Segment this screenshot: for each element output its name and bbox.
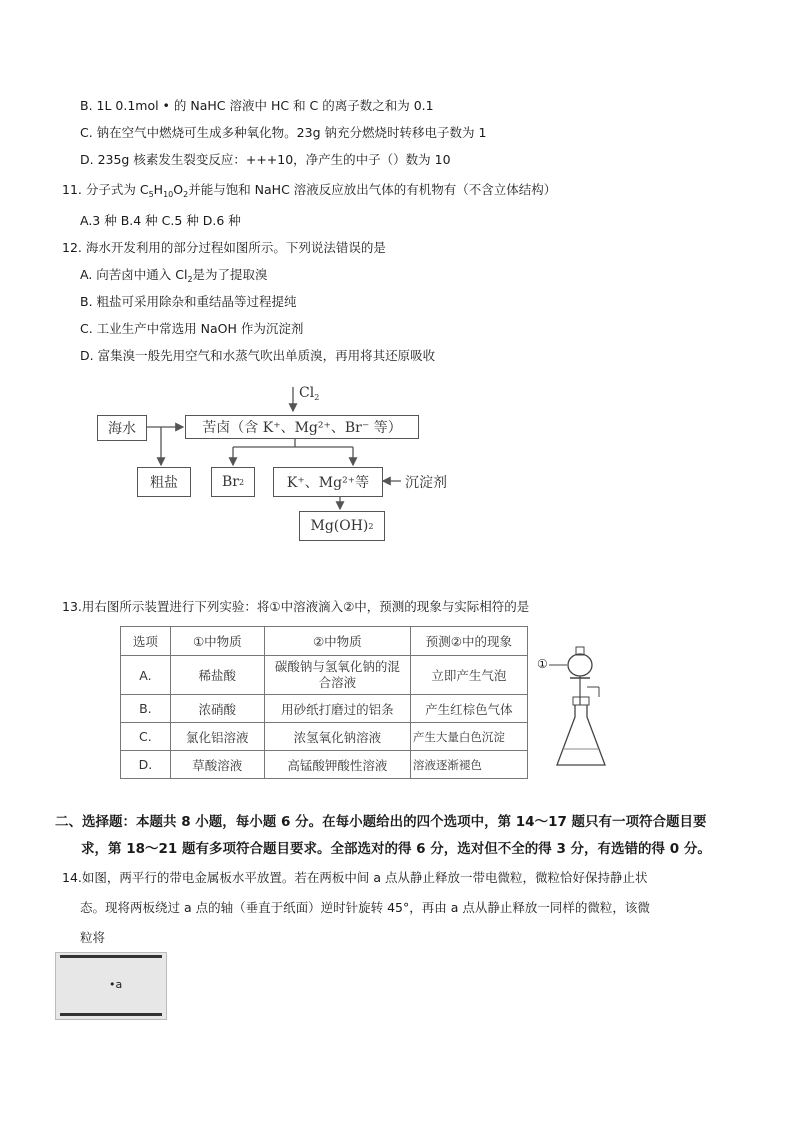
k-mg-box: K⁺、Mg²⁺等 <box>273 467 383 497</box>
experiment-table <box>120 626 528 779</box>
table-row <box>121 695 528 723</box>
q13-stem: 13.用右图所示装置进行下列实验：将①中溶液滴入②中，预测的现象与实际相符的是 <box>62 599 530 614</box>
parallel-plates-figure <box>55 952 167 1020</box>
brine-box: 苦卤（含 K⁺、Mg²⁺、Br⁻ 等） <box>185 415 419 439</box>
seawater-flow-diagram <box>95 385 475 545</box>
table-cell: 高锰酸钾酸性溶液 <box>264 751 410 779</box>
table-cell: A. <box>121 656 171 695</box>
table-cell <box>264 656 410 695</box>
table-cell: C. <box>121 723 171 751</box>
mgoh2-box: Mg(OH) 2 <box>299 511 385 541</box>
section2-heading-line2: 求，第 18～21 题有多项符合题目要求。全部选对的得 6 分，选对但不全的得 3 分，有选错的得 0 分。 <box>81 841 711 857</box>
flask-funnel-icon <box>535 635 620 775</box>
bottom-plate <box>60 1013 162 1016</box>
table-cell: 立即产生气泡 <box>410 656 527 695</box>
q11-stem: 11. 分子式为 $C_5H_{10}O_2$并能与饱和 NaHC 溶液反应放出气体的有机物有（不含立体结构） <box>62 182 557 199</box>
q12-option-a: A. 向苦卤中通入 $Cl_2$是为了提取溴 <box>80 267 268 284</box>
cl2-label: $Cl_2$ <box>299 385 320 402</box>
q14-line3: 粒将 <box>80 930 106 945</box>
q14-line2: 态。现将两板绕过 a 点的轴（垂直于纸面）逆时针旋转 45°，再由 a 点从静止释放一同样的微粒，该微 <box>80 900 650 915</box>
q10-option-c: C. 钠在空气中燃烧可生成多种氧化物。23g 钠充分燃烧时转移电子数为 1 <box>80 125 487 140</box>
crude-salt-box: 粗盐 <box>137 467 191 497</box>
table-cell: 草酸溶液 <box>170 751 264 779</box>
precipitant-label: 沉淀剂 <box>405 475 447 491</box>
table-row <box>121 723 528 751</box>
table-cell: 产生红棕色气体 <box>410 695 527 723</box>
table-header-row <box>121 627 528 656</box>
table-cell: 浓氢氧化钠溶液 <box>264 723 410 751</box>
q10-option-b: B. 1L 0.1mol • 的 NaHC 溶液中 HC 和 C 的离子数之和为 0.1 <box>80 98 434 113</box>
section2-heading-line1: 二、选择题：本题共 8 小题，每小题 6 分。在每小题给出的四个选项中，第 14～17 题只有一项符合题目要 <box>55 814 707 830</box>
q10-option-d: D. 235g 核素发生裂变反应：+++10，净产生的中子（）数为 10 <box>80 152 451 167</box>
table-cell: B. <box>121 695 171 723</box>
header-phenomenon: 预测②中的现象 <box>410 627 527 656</box>
q11-options: A.3 种 B.4 种 C.5 种 D.6 种 <box>80 213 241 228</box>
apparatus-label: ① <box>537 657 548 671</box>
table-cell: 稀盐酸 <box>170 656 264 695</box>
point-a-label: •a <box>109 978 123 991</box>
header-substance-2: ②中物质 <box>264 627 410 656</box>
table-cell: D. <box>121 751 171 779</box>
table-cell: 氯化铝溶液 <box>170 723 264 751</box>
br2-box: Br 2 <box>211 467 255 497</box>
cell-line: 合溶液 <box>318 675 357 690</box>
seawater-box: 海水 <box>97 415 147 441</box>
cell-line: 碳酸钠与氢氧化钠的混 <box>274 659 400 674</box>
table-cell: 浓硝酸 <box>170 695 264 723</box>
header-option: 选项 <box>121 627 171 656</box>
q12-stem: 12. 海水开发利用的部分过程如图所示。下列说法错误的是 <box>62 240 386 255</box>
q12-option-b: B. 粗盐可采用除杂和重结晶等过程提纯 <box>80 294 297 309</box>
q12-option-d: D. 富集溴一般先用空气和水蒸气吹出单质溴，再用将其还原吸收 <box>80 348 436 363</box>
header-substance-1: ①中物质 <box>170 627 264 656</box>
apparatus-figure <box>535 635 620 775</box>
table-cell: 溶液逐渐褪色 <box>410 751 527 779</box>
table-cell: 用砂纸打磨过的铝条 <box>264 695 410 723</box>
q12-option-c: C. 工业生产中常选用 NaOH 作为沉淀剂 <box>80 321 304 336</box>
top-plate <box>60 955 162 958</box>
q14-line1: 14.如图，两平行的带电金属板水平放置。若在两板中间 a 点从静止释放一带电微粒，微粒恰好保持静止状 <box>62 870 648 885</box>
table-row <box>121 751 528 779</box>
table-cell: 产生大量白色沉淀 <box>410 723 527 751</box>
flow-arrows <box>95 385 475 545</box>
table-row <box>121 656 528 695</box>
